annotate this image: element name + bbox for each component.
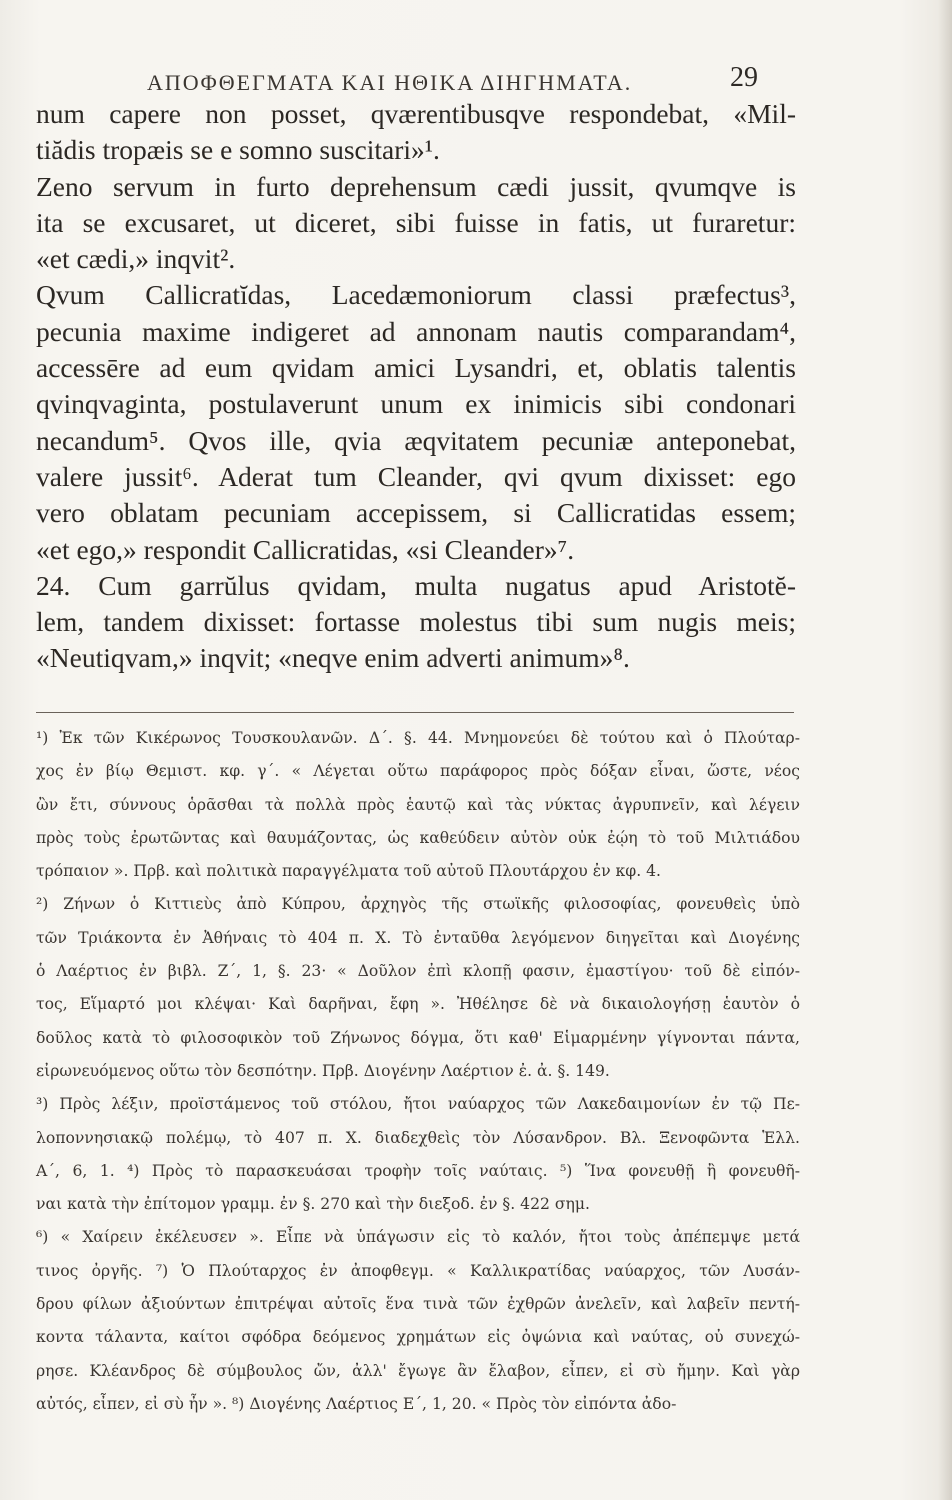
footnote-line: τρόπαιον ». Πρβ. καὶ πολιτικὰ παραγγέλματα τοῦ αὐτοῦ Πλουτάρχου ἐν κφ. 4. bbox=[36, 862, 661, 881]
main-text-block bbox=[36, 96, 796, 677]
text-line: tiădis tropæis se e somno suscitari»¹. bbox=[36, 134, 440, 166]
footnote-line: τος, Εἵμαρτό μοι κλέψαι· Καὶ δαρῆναι, ἔφη ». Ἠθέλησε δὲ νὰ δικαιολογήσῃ ἑαυτὸν ὁ bbox=[36, 995, 800, 1014]
footnote-line: ὢν ἔτι, σύννους ὁρᾶσθαι τὰ πολλὰ πρὸς ἑαυτῷ καὶ τὰς νύκτας ἀγρυπνεῖν, καὶ λέγειν bbox=[36, 795, 800, 814]
footnote-line: ὁ Λαέρτιος ἐν βιβλ. Ζ΄, 1, §. 23· « Δοῦλον ἐπὶ κλοπῇ φασιν, ἐμαστίγου· τοῦ δὲ εἰπόν- bbox=[36, 962, 800, 981]
footnote-line: χος ἐν βίῳ Θεμιστ. κφ. γ΄. « Λέγεται οὕτω παράφορος πρὸς δόξαν εἶναι, ὥστε, νέος bbox=[36, 762, 800, 781]
footnote-line: κοντα τάλαντα, καίτοι σφόδρα δεόμενος χρημάτων εἰς ὀψώνια καὶ ναύτας, οὐ συνεχώ- bbox=[36, 1328, 800, 1347]
footnote-line: ¹) Ἐκ τῶν Κικέρωνος Τουσκουλανῶν. Δ΄. §. 44. Μνημονεύει δὲ τούτου καὶ ὁ Πλούταρ- bbox=[36, 729, 800, 747]
footnotes-block bbox=[36, 722, 800, 1421]
page-number: 29 bbox=[730, 62, 758, 93]
footnote-line: ρησε. Κλέανδρος δὲ σύμβουλος ὤν, ἀλλ' ἔγωγε ἂν ἔλαβον, εἶπεν, εἰ σὺ ἤμην. Καὶ γὰρ bbox=[36, 1361, 800, 1380]
text-line: qvinqvaginta, postulaverunt unum ex inimicis sibi condonari bbox=[36, 388, 796, 420]
text-line: accessēre ad eum qvidam amici Lysandri, et, oblatis talentis bbox=[36, 352, 796, 384]
footnote-line: δοῦλος κατὰ τὸ φιλοσοφικὸν τοῦ Ζήνωνος δόγμα, ὅτι καθ' Εἱμαρμένην γίγνονται πάντα, bbox=[36, 1028, 800, 1047]
footnote-line: πρὸς τοὺς ἐρωτῶντας καὶ θαυμάζοντας, ὡς καθεύδειν αὐτὸν οὐκ ἐῴη τὸ τοῦ Μιλτιάδου bbox=[36, 828, 800, 847]
footnote-line: Α΄, 6, 1. ⁴) Πρὸς τὸ παρασκευάσαι τροφὴν τοῖς ναύταις. ⁵) Ἵνα φονευθῇ ἢ φονευθῆ- bbox=[36, 1161, 800, 1180]
text-line: ita se excusaret, ut diceret, sibi fuisse in fatis, ut furaretur: bbox=[36, 206, 796, 238]
footnote-line: εἰρωνευόμενος οὕτω τὸν δεσπότην. Πρβ. Διογένην Λαέρτιον ἐ. ἀ. §. 149. bbox=[36, 1061, 610, 1080]
footnote-line: ναι κατὰ τὴν ἐπίτομον γραμμ. ἐν §. 270 καὶ τὴν διεξοδ. ἐν §. 422 σημ. bbox=[36, 1195, 590, 1214]
footnote-line: ³) Πρὸς λέξιν, προϊστάμενος τοῦ στόλου, ἤτοι ναύαρχος τῶν Λακεδαιμονίων ἐν τῷ Πε- bbox=[36, 1095, 800, 1114]
text-line: «et cædi,» inqvit². bbox=[36, 243, 236, 275]
footnote-line: αὐτός, εἶπεν, εἰ σὺ ἦν ». ⁸) Διογένης Λαέρτιος Ε΄, 1, 20. « Πρὸς τὸν εἰπόντα ἀδο- bbox=[36, 1394, 677, 1413]
text-line: vero oblatam pecuniam accepissem, si Callicratidas essem; bbox=[36, 497, 796, 529]
running-title: ΑΠΟΦΘΕΓΜΑΤΑ ΚΑΙ ΗΘΙΚΑ ΔΙΗΓΗΜΑΤΑ. bbox=[147, 70, 633, 95]
footnote-line: τῶν Τριάκοντα ἐν Ἀθήναις τὸ 404 π. Χ. Τὸ ἐνταῦθα λεγόμενον διηγεῖται καὶ Διογένης bbox=[36, 928, 800, 947]
text-line: 24. Cum garrŭlus qvidam, multa nugatus apud Aristotĕ- bbox=[36, 569, 796, 601]
text-line: Qvum Callicratĭdas, Lacedæmoniorum classi præfectus³, bbox=[36, 279, 796, 311]
text-line: valere jussit⁶. Aderat tum Cleander, qvi qvum dixisset: ego bbox=[36, 460, 796, 492]
footnote-line: ⁶) « Χαίρειν ἐκέλευσεν ». Εἶπε νὰ ὑπάγωσιν εἰς τὸ καλόν, ἤτοι τοὺς ἀπέπεμψε μετά bbox=[36, 1228, 800, 1247]
page-edge-shadow bbox=[938, 0, 952, 1500]
text-line: lem, tandem dixisset: fortasse molestus tibi sum nugis meis; bbox=[36, 606, 796, 638]
text-line: num capere non posset, qværentibusqve respondebat, «Mil- bbox=[36, 98, 796, 129]
footnote-line: λοποννησιακῷ πολέμῳ, τὸ 407 π. Χ. διαδεχθεὶς τὸν Λύσανδρον. Βλ. Ξενοφῶντα Ἑλλ. bbox=[36, 1128, 800, 1147]
text-line: necandum⁵. Qvos ille, qvia æqvitatem pecuniæ anteponebat, bbox=[36, 424, 796, 456]
footnote-line: τινος ὀργῆς. ⁷) Ὁ Πλούταρχος ἐν ἀποφθεγμ. « Καλλικρατίδας ναύαρχος, τῶν Λυσάν- bbox=[36, 1261, 800, 1280]
text-line: «et ego,» respondit Callicratidas, «si Cleander»⁷. bbox=[36, 533, 575, 565]
footnote-line: ²) Ζήνων ὁ Κιττιεὺς ἀπὸ Κύπρου, ἀρχηγὸς τῆς στωϊκῆς φιλοσοφίας, φονευθεὶς ὑπὸ bbox=[36, 895, 800, 914]
footnote-line: δρου φίλων ἀξιούντων ἐπιτρέψαι αὐτοῖς ἕνα τινὰ τῶν ἐχθρῶν ἀνελεῖν, καὶ λαβεῖν πεντή- bbox=[36, 1295, 800, 1314]
text-line: «Neutiqvam,» inqvit; «neqve enim adverti animum»⁸. bbox=[36, 642, 630, 674]
text-line: pecunia maxime indigeret ad annonam nautis comparandam⁴, bbox=[36, 315, 796, 347]
footnote-divider bbox=[36, 712, 794, 713]
text-line: Zeno servum in furto deprehensum cædi jussit, qvumqve is bbox=[36, 170, 796, 202]
